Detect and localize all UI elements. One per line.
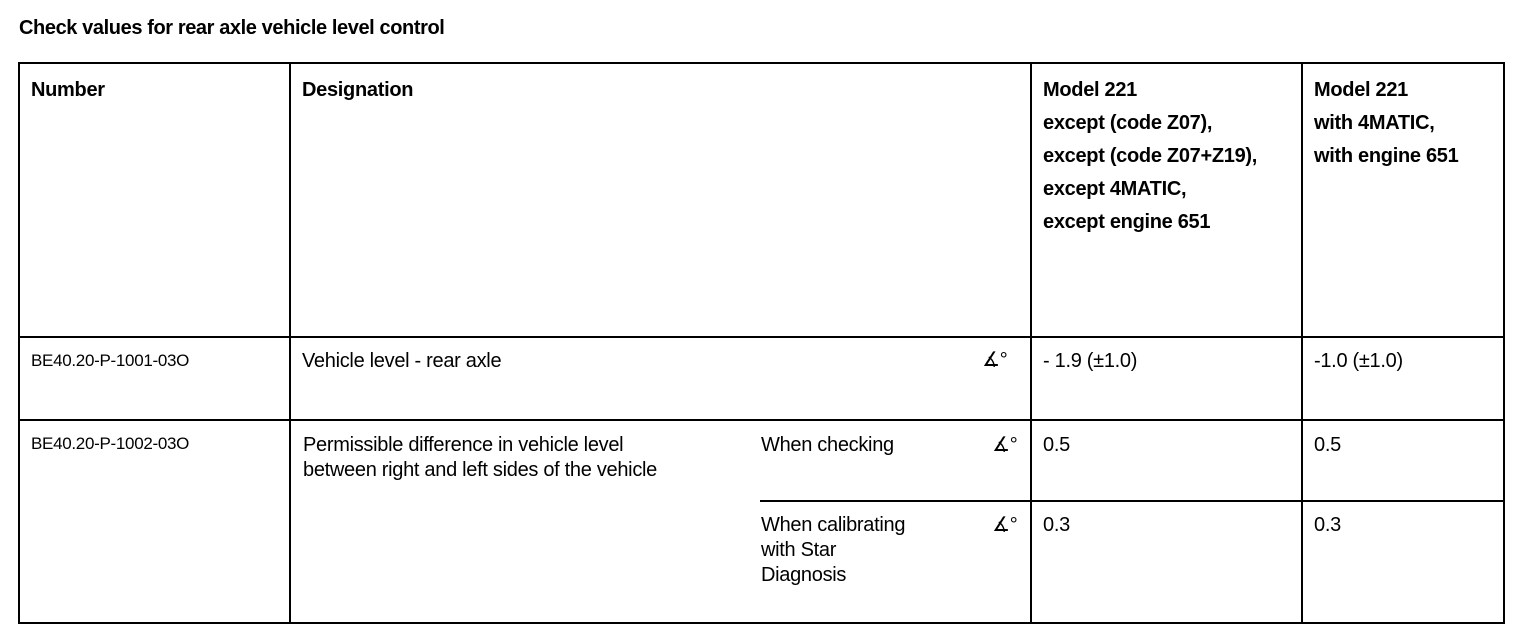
check-values-table bbox=[18, 62, 1505, 624]
condition-line: with Star bbox=[761, 539, 837, 561]
value-when-calibrating: 0.3 bbox=[1043, 514, 1070, 536]
header-model-b-line: Model 221 bbox=[1314, 79, 1408, 101]
header-model-a-line: except (code Z07+Z19), bbox=[1043, 145, 1258, 167]
row-designation bbox=[290, 420, 1031, 623]
condition-line: Diagnosis bbox=[761, 564, 847, 586]
row-number: BE40.20-P-1001-03O bbox=[19, 337, 290, 420]
sub-row-divider bbox=[1030, 500, 1303, 502]
row-designation bbox=[290, 337, 1031, 420]
sub-row-divider bbox=[1301, 500, 1505, 502]
row-model-a-value: - 1.9 (±1.0) bbox=[1031, 337, 1302, 420]
row-number: BE40.20-P-1002-03O bbox=[19, 420, 290, 623]
header-row bbox=[19, 63, 1504, 337]
page-title: Check values for rear axle vehicle level control bbox=[19, 17, 445, 39]
header-model-a-line: except engine 651 bbox=[1043, 211, 1211, 233]
header-model-a-line: Model 221 bbox=[1043, 79, 1137, 101]
angle-degree-icon: ∡° bbox=[982, 349, 1006, 371]
header-model-b bbox=[1302, 63, 1504, 337]
angle-degree-icon: ∡° bbox=[992, 514, 1016, 536]
header-model-a-line: except (code Z07), bbox=[1043, 112, 1213, 134]
value-when-calibrating: 0.3 bbox=[1314, 514, 1341, 536]
condition-line: When calibrating bbox=[761, 514, 906, 536]
header-model-a bbox=[1031, 63, 1302, 337]
header-model-a-line: except 4MATIC, bbox=[1043, 178, 1187, 200]
row-model-b-value bbox=[1302, 420, 1504, 623]
designation-line: Permissible difference in vehicle level bbox=[303, 434, 624, 456]
row-model-a-value bbox=[1031, 420, 1302, 623]
value-when-checking: 0.5 bbox=[1043, 434, 1070, 456]
designation-text: Vehicle level - rear axle bbox=[302, 350, 502, 372]
value-when-checking: 0.5 bbox=[1314, 434, 1341, 456]
condition-label bbox=[761, 513, 905, 588]
header-model-b-line: with engine 651 bbox=[1314, 145, 1459, 167]
sub-row-divider bbox=[760, 500, 1032, 502]
header-model-b-line: with 4MATIC, bbox=[1314, 112, 1435, 134]
condition-label: When checking bbox=[761, 434, 894, 456]
header-designation: Designation bbox=[290, 63, 1031, 337]
table-row bbox=[19, 337, 1504, 420]
designation-line: between right and left sides of the vehicle bbox=[303, 459, 657, 481]
row-model-b-value: -1.0 (±1.0) bbox=[1302, 337, 1504, 420]
table-row bbox=[19, 420, 1504, 623]
header-number: Number bbox=[19, 63, 290, 337]
angle-degree-icon: ∡° bbox=[992, 434, 1016, 456]
designation-text bbox=[303, 433, 743, 483]
